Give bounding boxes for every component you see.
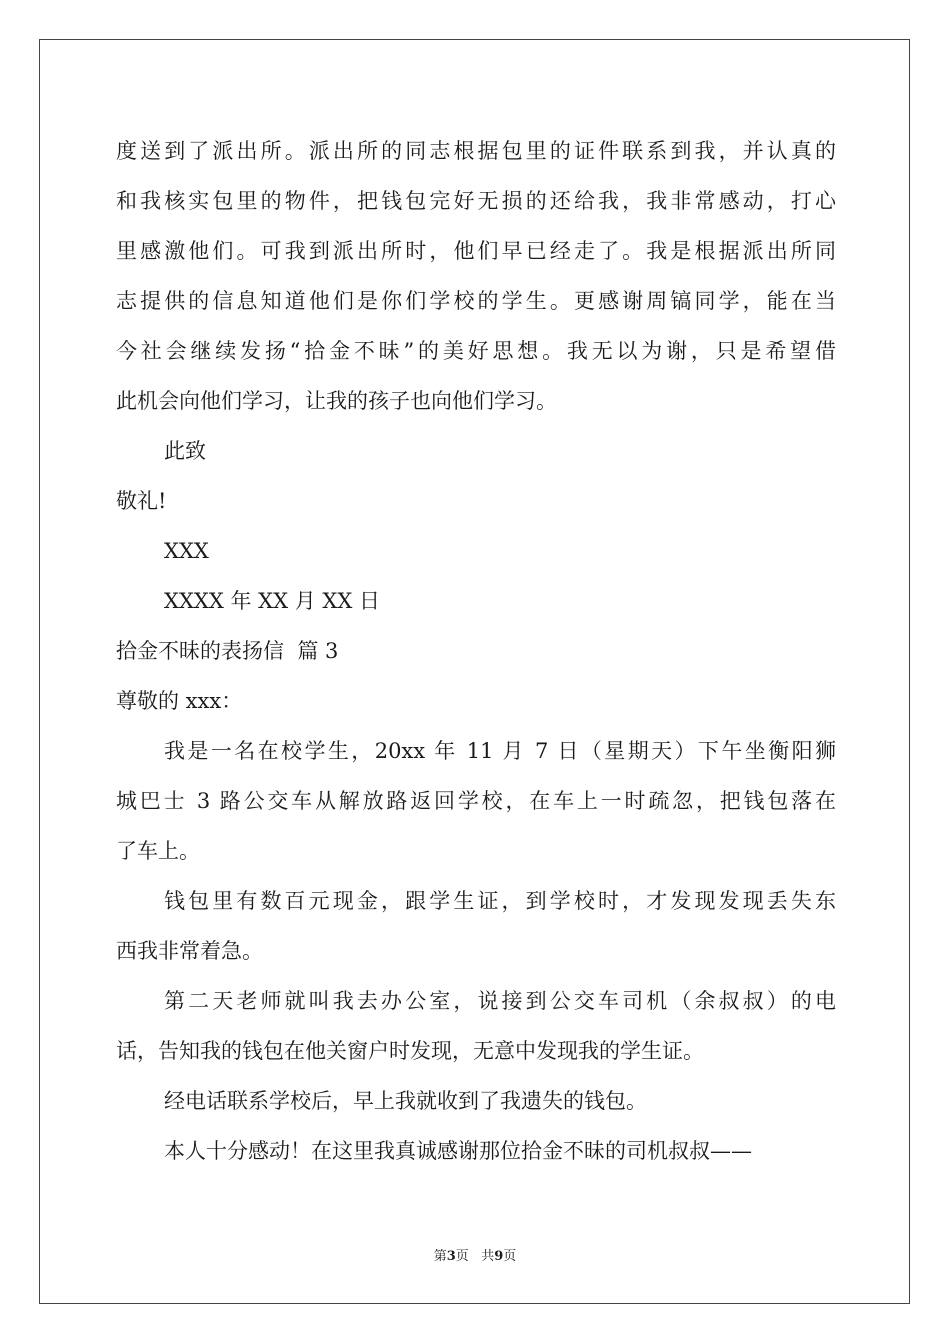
paragraph-line: 里感激他们。可我到派出所时，他们早已经走了。我是根据派出所同 xyxy=(116,239,836,263)
paragraph-line: 今社会继续发扬“拾金不昧”的美好思想。我无以为谢，只是希望借 xyxy=(116,339,836,363)
salute-text: 敬礼! xyxy=(116,489,167,513)
signature-text: XXX xyxy=(164,539,209,563)
paragraph-line: 第二天老师就叫我去办公室，说接到公交车司机（余叔叔）的电 xyxy=(164,989,836,1013)
page-prefix: 第 xyxy=(433,1249,447,1264)
closing-text: 此致 xyxy=(164,439,206,463)
paragraph-line: 钱包里有数百元现金，跟学生证，到学校时，才发现发现丢失东 xyxy=(164,889,836,913)
paragraph-line: 志提供的信息知道他们是你们学校的学生。更感谢周镐同学，能在当 xyxy=(116,289,836,313)
paragraph-line: 西我非常着急。 xyxy=(116,939,263,963)
paragraph-line: 度送到了派出所。派出所的同志根据包里的证件联系到我，并认真的 xyxy=(116,139,836,163)
total-pages: 9 xyxy=(494,1249,504,1264)
paragraph-4 xyxy=(116,976,836,1076)
paragraph-1 xyxy=(116,126,836,426)
paragraph-line: 城巴士 3 路公交车从解放路返回学校，在车上一时疏忽，把钱包落在 xyxy=(116,789,836,813)
paragraph-6 xyxy=(116,1126,836,1176)
total-prefix: 共 xyxy=(481,1249,495,1264)
paragraph-line: 此机会向他们学习，让我的孩子也向他们学习。 xyxy=(116,389,557,413)
paragraph-line: 本人十分感动！在这里我真诚感谢那位拾金不昧的司机叔叔—— xyxy=(164,1139,752,1163)
greeting-text: 尊敬的 xxx： xyxy=(116,689,243,713)
paragraph-2 xyxy=(116,726,836,876)
section-title: 拾金不昧的表扬信 篇 3 xyxy=(116,639,339,663)
page-suffix: 页 xyxy=(455,1249,469,1264)
paragraph-5 xyxy=(116,1076,836,1126)
paragraph-line: 我是一名在校学生，20xx 年 11 月 7 日（星期天）下午坐衡阳狮 xyxy=(164,739,836,763)
paragraph-line: 和我核实包里的物件，把钱包完好无损的还给我，我非常感动，打心 xyxy=(116,189,836,213)
paragraph-3 xyxy=(116,876,836,976)
page-footer xyxy=(0,1248,950,1266)
paragraph-line: 经电话联系学校后，早上我就收到了我遗失的钱包。 xyxy=(164,1089,647,1113)
paragraph-line: 了车上。 xyxy=(116,839,200,863)
document-body xyxy=(116,126,836,1176)
total-suffix: 页 xyxy=(503,1249,517,1264)
paragraph-line: 话，告知我的钱包在他关窗户时发现，无意中发现我的学生证。 xyxy=(116,1039,704,1063)
page-number: 3 xyxy=(446,1249,456,1264)
date-text: XXXX 年 XX 月 XX 日 xyxy=(164,589,380,613)
